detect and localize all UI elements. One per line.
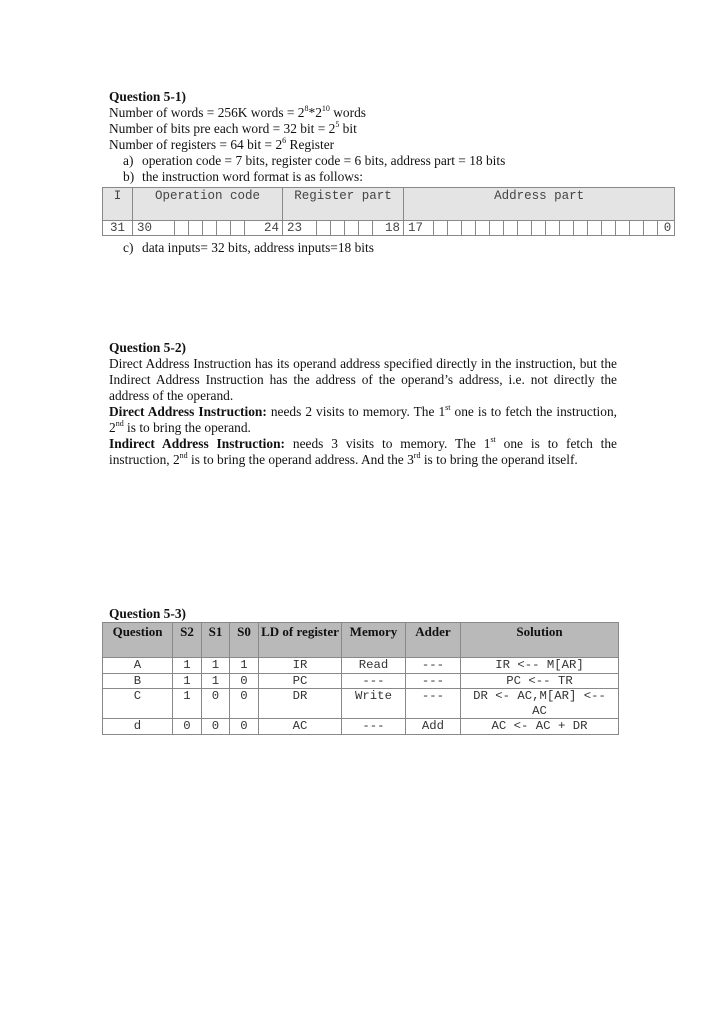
direct-address-paragraph <box>109 404 617 436</box>
item-b <box>109 169 617 185</box>
bit-cell <box>644 221 658 236</box>
cell-s1: 0 <box>202 689 230 719</box>
cell-memory: --- <box>342 673 406 689</box>
words-exp2: 10 <box>321 104 330 113</box>
item-c-block <box>109 240 617 256</box>
header-s1: S1 <box>202 623 230 658</box>
words-text: Number of words = 256K words = 2 <box>109 105 305 120</box>
indirect-address-paragraph <box>109 436 617 468</box>
cell-ld-register: IR <box>259 658 342 674</box>
cell-s0: 0 <box>230 673 259 689</box>
direct-address-label: Direct Address Instruction: <box>109 404 267 419</box>
header-i: I <box>103 188 133 221</box>
bit-cell <box>546 221 560 236</box>
cell-s0: 0 <box>230 689 259 719</box>
indirect-sup-1: st <box>490 435 496 444</box>
bit-24: 24 <box>245 221 283 236</box>
bit-18: 18 <box>373 221 404 236</box>
cell-s1: 1 <box>202 658 230 674</box>
bit-31: 31 <box>103 221 133 236</box>
cell-s1: 0 <box>202 719 230 735</box>
header-operation-code: Operation code <box>133 188 283 221</box>
registers-exp: 6 <box>282 136 287 145</box>
cell-s2: 1 <box>173 658 202 674</box>
bit-cell <box>518 221 532 236</box>
direct-text-3: is to bring the operand. <box>123 420 251 435</box>
words-exp1: 8 <box>304 104 309 113</box>
bit-cell <box>560 221 574 236</box>
cell-adder: Add <box>406 719 461 735</box>
indirect-text-1: needs 3 visits to memory. The 1 <box>284 436 491 451</box>
item-b-text: the instruction word format is as follows: <box>142 169 363 184</box>
item-a <box>109 153 617 169</box>
question-5-3 <box>109 606 617 622</box>
header-ld-register: LD of register <box>259 623 342 658</box>
bit-cell <box>504 221 518 236</box>
control-table-header <box>103 623 619 658</box>
bit-cell <box>476 221 490 236</box>
header-address-part: Address part <box>404 188 675 221</box>
bits-text: Number of bits pre each word = 32 bit = 2 <box>109 121 336 136</box>
item-a-label: a) <box>123 153 134 168</box>
bit-cell <box>462 221 476 236</box>
bit-cell <box>217 221 231 236</box>
words-line <box>109 105 617 121</box>
bits-exp: 5 <box>335 120 340 129</box>
bit-cell <box>434 221 448 236</box>
cell-adder: --- <box>406 658 461 674</box>
question-5-2 <box>109 340 617 468</box>
cell-memory: Read <box>342 658 406 674</box>
cell-s2: 1 <box>173 673 202 689</box>
item-b-label: b) <box>123 169 135 184</box>
control-table <box>102 622 619 735</box>
question-5-3-title: Question 5-3) <box>109 606 186 621</box>
bit-23: 23 <box>283 221 317 236</box>
cell-question: A <box>103 658 173 674</box>
cell-question: B <box>103 673 173 689</box>
format-header-row <box>103 188 675 221</box>
indirect-sup-3: rd <box>413 451 421 460</box>
indirect-text-2: one is to fetch the instruction, 2 <box>109 436 618 467</box>
bit-cell <box>331 221 345 236</box>
registers-text: Number of registers = 64 bit = 2 <box>109 137 283 152</box>
header-question: Question <box>103 623 173 658</box>
question-5-2-title: Question 5-2) <box>109 340 186 355</box>
indirect-text-3: is to bring the operand address. And the 3 <box>187 452 414 467</box>
item-c <box>109 240 617 256</box>
bit-cell <box>574 221 588 236</box>
cell-s2: 0 <box>173 719 202 735</box>
direct-text-2: one is to fetch the instruction, 2 <box>109 404 617 435</box>
cell-s1: 1 <box>202 673 230 689</box>
bit-cell <box>189 221 203 236</box>
cell-solution: IR <-- M[AR] <box>461 658 619 674</box>
bit-0: 0 <box>658 221 675 236</box>
bit-cell <box>602 221 616 236</box>
bits-post: bit <box>339 121 357 136</box>
direct-sup-1: st <box>445 403 451 412</box>
header-s2: S2 <box>173 623 202 658</box>
table-row <box>103 673 619 689</box>
direct-sup-2: nd <box>115 419 124 428</box>
registers-line <box>109 137 617 153</box>
bit-cell <box>345 221 359 236</box>
cell-memory: Write <box>342 689 406 719</box>
direct-text-1: needs 2 visits to memory. The 1 <box>266 404 446 419</box>
cell-s0: 1 <box>230 658 259 674</box>
words-mid: *2 <box>308 105 322 120</box>
instruction-format-table <box>102 187 675 236</box>
bit-cell <box>203 221 217 236</box>
cell-question: C <box>103 689 173 719</box>
bit-cell <box>317 221 331 236</box>
header-solution: Solution <box>461 623 619 658</box>
cell-s2: 1 <box>173 689 202 719</box>
table-row <box>103 658 619 674</box>
indirect-text-4: is to bring the operand itself. <box>420 452 578 467</box>
bit-cell <box>490 221 504 236</box>
bit-17: 17 <box>404 221 434 236</box>
cell-solution: DR <- AC,M[AR] <-- AC <box>461 689 619 719</box>
bit-cell <box>359 221 373 236</box>
question-5-1 <box>109 89 617 185</box>
cell-ld-register: DR <box>259 689 342 719</box>
bit-cell <box>532 221 546 236</box>
table-row <box>103 719 619 735</box>
bit-cell <box>630 221 644 236</box>
cell-adder: --- <box>406 689 461 719</box>
indirect-sup-2: nd <box>179 451 188 460</box>
indirect-address-label: Indirect Address Instruction: <box>109 436 285 451</box>
bit-cell <box>588 221 602 236</box>
cell-ld-register: PC <box>259 673 342 689</box>
bit-cell <box>616 221 630 236</box>
cell-question: d <box>103 719 173 735</box>
cell-solution: AC <- AC + DR <box>461 719 619 735</box>
question-5-1-title: Question 5-1) <box>109 89 186 104</box>
format-bit-row <box>103 221 675 236</box>
header-adder: Adder <box>406 623 461 658</box>
item-c-label: c) <box>123 240 134 255</box>
cell-ld-register: AC <box>259 719 342 735</box>
item-a-text: operation code = 7 bits, register code = 6 bits, address part = 18 bits <box>142 153 506 168</box>
bit-30: 30 <box>133 221 175 236</box>
cell-adder: --- <box>406 673 461 689</box>
table-row <box>103 689 619 719</box>
bit-cell <box>231 221 245 236</box>
header-memory: Memory <box>342 623 406 658</box>
words-post: words <box>329 105 366 120</box>
registers-post: Register <box>286 137 335 152</box>
header-s0: S0 <box>230 623 259 658</box>
bit-cell <box>175 221 189 236</box>
q2-intro-paragraph: Direct Address Instruction has its operand address specified directly in the instruction, but the Indirect Address Instruction has the address of the operand’s address, i.e. not directly the address of the operand. <box>109 356 617 403</box>
bit-cell <box>448 221 462 236</box>
header-register-part: Register part <box>283 188 404 221</box>
cell-solution: PC <-- TR <box>461 673 619 689</box>
item-c-text: data inputs= 32 bits, address inputs=18 bits <box>142 240 374 255</box>
cell-memory: --- <box>342 719 406 735</box>
bits-line <box>109 121 617 137</box>
cell-s0: 0 <box>230 719 259 735</box>
